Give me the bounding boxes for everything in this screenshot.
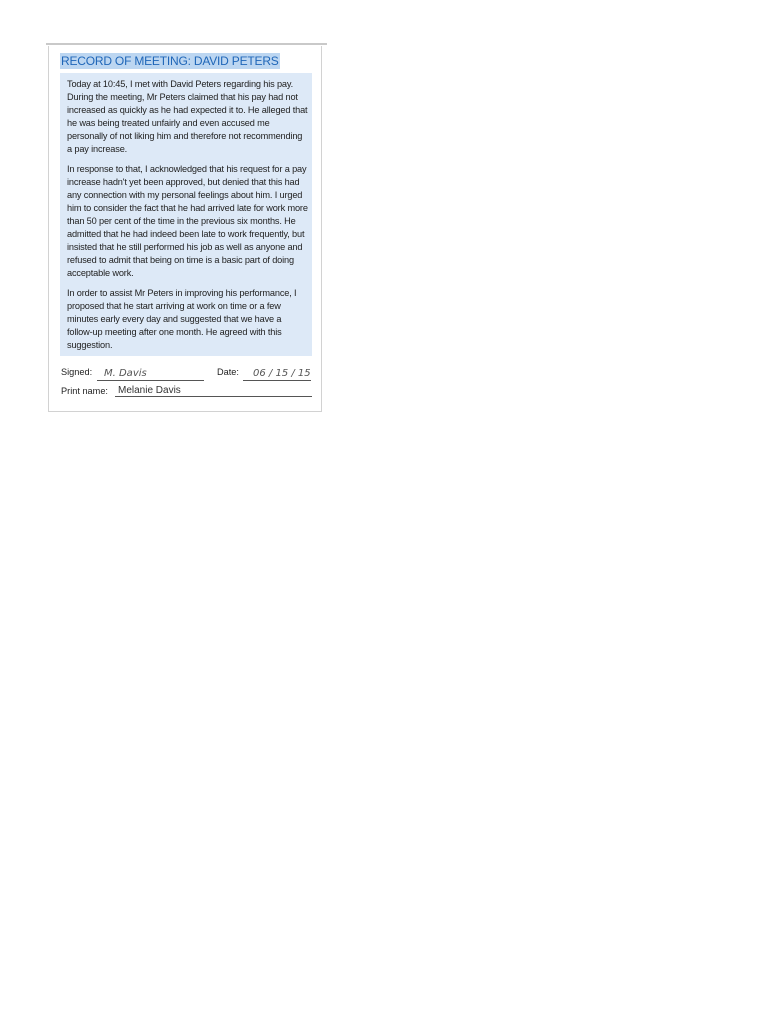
paragraph-1: Today at 10:45, I met with David Peters regarding his pay. During the meeting, Mr Peters claimed that his pay had not increased as quickly as he had expected it to. He alleged that he was being treated unfairly and even accused me personally of not liking him and therefore not recommending a pay increase. xyxy=(67,79,308,154)
signed-label: Signed: xyxy=(61,367,93,377)
print-name-label: Print name: xyxy=(61,386,108,396)
signed-field xyxy=(97,366,204,381)
paragraph-2: In response to that, I acknowledged that his request for a pay increase hadn't yet been approved, but denied that this had any connection with my personal feelings about him. I urged him to consider the fact that he had arrived late for work more than 50 per cent of the time in the previous six months. He admitted that he had indeed been late to work frequently, but insisted that he still performed his job as well as anyone and refused to admit that being on time is a basic part of doing acceptable work. xyxy=(67,164,308,278)
print-name-field xyxy=(115,382,312,397)
print-name-row xyxy=(61,381,313,401)
meeting-record-card xyxy=(48,46,322,412)
print-name-value: Melanie Davis xyxy=(118,385,181,396)
top-divider xyxy=(46,43,327,45)
signature-handwriting: M. Davis xyxy=(104,368,147,379)
date-label: Date: xyxy=(217,367,239,377)
date-field xyxy=(243,366,311,381)
document-title: RECORD OF MEETING: DAVID PETERS xyxy=(61,54,279,68)
paragraph-3: In order to assist Mr Peters in improving his performance, I proposed that he start arriving at work on time or a few minutes early every day and suggested that we have a follow-up meeting after one month. He agreed with this suggestion. xyxy=(67,288,297,350)
signature-row xyxy=(61,363,313,383)
meeting-notes-box xyxy=(60,73,312,356)
date-handwriting: 06 / 15 / 15 xyxy=(253,368,311,379)
